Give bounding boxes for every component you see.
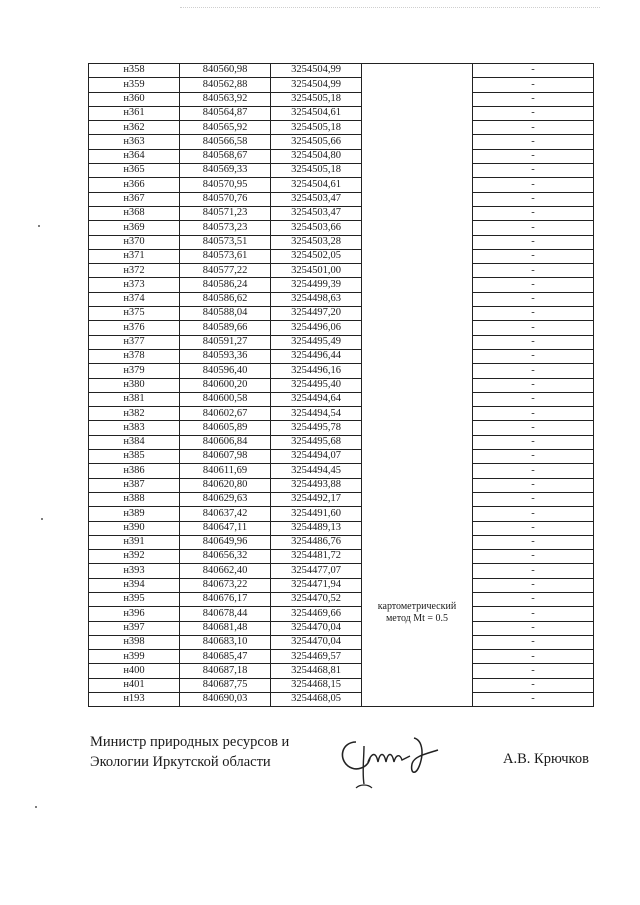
point-id-cell: н400	[89, 664, 180, 678]
table-row	[89, 135, 594, 149]
coord-y-cell: 3254470,52	[271, 592, 362, 606]
coord-x-cell: 840565,92	[180, 121, 271, 135]
coord-x-cell: 840605,89	[180, 421, 271, 435]
table-row	[89, 435, 594, 449]
coord-x-cell: 840683,10	[180, 635, 271, 649]
point-id-cell: н380	[89, 378, 180, 392]
coord-x-cell: 840573,51	[180, 235, 271, 249]
coordinates-table-body	[89, 64, 594, 707]
accuracy-dash-cell: -	[473, 664, 594, 678]
coord-y-cell: 3254504,61	[271, 106, 362, 120]
table-row	[89, 693, 594, 707]
coord-x-cell: 840685,47	[180, 650, 271, 664]
handwritten-signature	[334, 728, 444, 798]
coord-x-cell: 840570,76	[180, 192, 271, 206]
table-row	[89, 478, 594, 492]
point-id-cell: н382	[89, 407, 180, 421]
table-row	[89, 635, 594, 649]
point-id-cell: н397	[89, 621, 180, 635]
table-row	[89, 535, 594, 549]
point-id-cell: н193	[89, 693, 180, 707]
coord-y-cell: 3254501,00	[271, 264, 362, 278]
point-id-cell: н358	[89, 64, 180, 78]
table-row	[89, 349, 594, 363]
scan-speck	[38, 225, 40, 227]
point-id-cell: н362	[89, 121, 180, 135]
table-row	[89, 192, 594, 206]
table-row	[89, 178, 594, 192]
coord-x-cell: 840563,92	[180, 92, 271, 106]
point-id-cell: н361	[89, 106, 180, 120]
coord-x-cell: 840600,20	[180, 378, 271, 392]
table-row	[89, 678, 594, 692]
accuracy-dash-cell: -	[473, 464, 594, 478]
coord-y-cell: 3254504,99	[271, 64, 362, 78]
accuracy-dash-cell: -	[473, 492, 594, 506]
coord-x-cell: 840589,66	[180, 321, 271, 335]
accuracy-dash-cell: -	[473, 621, 594, 635]
coord-x-cell: 840687,18	[180, 664, 271, 678]
accuracy-dash-cell: -	[473, 478, 594, 492]
point-id-cell: н393	[89, 564, 180, 578]
table-row	[89, 421, 594, 435]
accuracy-dash-cell: -	[473, 378, 594, 392]
table-row	[89, 278, 594, 292]
point-id-cell: н371	[89, 249, 180, 263]
accuracy-dash-cell: -	[473, 607, 594, 621]
point-id-cell: н388	[89, 492, 180, 506]
coord-y-cell: 3254502,05	[271, 249, 362, 263]
coord-x-cell: 840566,58	[180, 135, 271, 149]
accuracy-dash-cell: -	[473, 407, 594, 421]
table-row	[89, 64, 594, 78]
coord-y-cell: 3254505,18	[271, 92, 362, 106]
table-row	[89, 121, 594, 135]
table-row	[89, 92, 594, 106]
accuracy-dash-cell: -	[473, 592, 594, 606]
coord-y-cell: 3254503,28	[271, 235, 362, 249]
table-row	[89, 264, 594, 278]
method-label-line2: метод Mt = 0.5	[385, 613, 449, 625]
point-id-cell: н385	[89, 450, 180, 464]
point-id-cell: н376	[89, 321, 180, 335]
coord-x-cell: 840577,22	[180, 264, 271, 278]
table-row	[89, 335, 594, 349]
coord-x-cell: 840637,42	[180, 507, 271, 521]
coord-x-cell: 840649,96	[180, 535, 271, 549]
coord-y-cell: 3254468,81	[271, 664, 362, 678]
coord-y-cell: 3254505,18	[271, 121, 362, 135]
point-id-cell: н395	[89, 592, 180, 606]
accuracy-dash-cell: -	[473, 78, 594, 92]
coord-x-cell: 840656,32	[180, 550, 271, 564]
coord-y-cell: 3254489,13	[271, 521, 362, 535]
coord-x-cell: 840673,22	[180, 578, 271, 592]
coord-x-cell: 840602,67	[180, 407, 271, 421]
coord-x-cell: 840571,23	[180, 206, 271, 220]
coord-y-cell: 3254477,07	[271, 564, 362, 578]
coord-y-cell: 3254503,47	[271, 192, 362, 206]
table-row	[89, 321, 594, 335]
point-id-cell: н390	[89, 521, 180, 535]
coord-y-cell: 3254505,66	[271, 135, 362, 149]
accuracy-dash-cell: -	[473, 335, 594, 349]
point-id-cell: н394	[89, 578, 180, 592]
coord-y-cell: 3254469,66	[271, 607, 362, 621]
coord-x-cell: 840573,61	[180, 249, 271, 263]
point-id-cell: н366	[89, 178, 180, 192]
coord-y-cell: 3254504,99	[271, 78, 362, 92]
table-row	[89, 607, 594, 621]
point-id-cell: н379	[89, 364, 180, 378]
coord-x-cell: 840596,40	[180, 364, 271, 378]
point-id-cell: н363	[89, 135, 180, 149]
coord-y-cell: 3254503,66	[271, 221, 362, 235]
coord-x-cell: 840647,11	[180, 521, 271, 535]
accuracy-dash-cell: -	[473, 349, 594, 363]
accuracy-dash-cell: -	[473, 235, 594, 249]
signatory-name: А.В. Крючков	[503, 751, 589, 767]
point-id-cell: н369	[89, 221, 180, 235]
point-id-cell: н372	[89, 264, 180, 278]
coord-y-cell: 3254492,17	[271, 492, 362, 506]
point-id-cell: н389	[89, 507, 180, 521]
signatory-position-line2: Экологии Иркутской области	[90, 754, 271, 770]
table-row	[89, 592, 594, 606]
scan-speck	[41, 518, 43, 520]
coord-y-cell: 3254468,05	[271, 693, 362, 707]
table-row	[89, 521, 594, 535]
table-row	[89, 235, 594, 249]
coord-y-cell: 3254496,44	[271, 349, 362, 363]
accuracy-dash-cell: -	[473, 635, 594, 649]
accuracy-dash-cell: -	[473, 292, 594, 306]
coord-x-cell: 840687,75	[180, 678, 271, 692]
coord-x-cell: 840678,44	[180, 607, 271, 621]
coord-x-cell: 840620,80	[180, 478, 271, 492]
table-row	[89, 249, 594, 263]
table-row	[89, 550, 594, 564]
accuracy-dash-cell: -	[473, 264, 594, 278]
coord-x-cell: 840564,87	[180, 106, 271, 120]
coord-x-cell: 840588,04	[180, 307, 271, 321]
coord-x-cell: 840560,98	[180, 64, 271, 78]
coord-y-cell: 3254486,76	[271, 535, 362, 549]
accuracy-dash-cell: -	[473, 121, 594, 135]
point-id-cell: н387	[89, 478, 180, 492]
table-row	[89, 564, 594, 578]
point-id-cell: н373	[89, 278, 180, 292]
point-id-cell: н359	[89, 78, 180, 92]
accuracy-dash-cell: -	[473, 364, 594, 378]
accuracy-dash-cell: -	[473, 521, 594, 535]
table-row	[89, 378, 594, 392]
coord-y-cell: 3254494,64	[271, 392, 362, 406]
point-id-cell: н392	[89, 550, 180, 564]
point-id-cell: н360	[89, 92, 180, 106]
accuracy-dash-cell: -	[473, 307, 594, 321]
accuracy-dash-cell: -	[473, 92, 594, 106]
accuracy-dash-cell: -	[473, 564, 594, 578]
coord-y-cell: 3254468,15	[271, 678, 362, 692]
table-row	[89, 450, 594, 464]
table-row	[89, 206, 594, 220]
accuracy-dash-cell: -	[473, 149, 594, 163]
table-row	[89, 464, 594, 478]
scan-artifact-line	[180, 7, 600, 10]
coord-x-cell: 840676,17	[180, 592, 271, 606]
table-row	[89, 392, 594, 406]
accuracy-dash-cell: -	[473, 507, 594, 521]
point-id-cell: н374	[89, 292, 180, 306]
accuracy-dash-cell: -	[473, 106, 594, 120]
coord-x-cell: 840591,27	[180, 335, 271, 349]
table-row	[89, 364, 594, 378]
coord-x-cell: 840606,84	[180, 435, 271, 449]
coord-y-cell: 3254496,06	[271, 321, 362, 335]
accuracy-dash-cell: -	[473, 650, 594, 664]
accuracy-dash-cell: -	[473, 678, 594, 692]
coord-x-cell: 840611,69	[180, 464, 271, 478]
table-row	[89, 292, 594, 306]
scan-speck	[35, 806, 37, 808]
accuracy-dash-cell: -	[473, 135, 594, 149]
accuracy-dash-cell: -	[473, 206, 594, 220]
coord-y-cell: 3254504,61	[271, 178, 362, 192]
coord-y-cell: 3254499,39	[271, 278, 362, 292]
accuracy-dash-cell: -	[473, 392, 594, 406]
accuracy-dash-cell: -	[473, 64, 594, 78]
coord-x-cell: 840690,03	[180, 693, 271, 707]
point-id-cell: н383	[89, 421, 180, 435]
coord-y-cell: 3254494,45	[271, 464, 362, 478]
coord-y-cell: 3254470,04	[271, 621, 362, 635]
point-id-cell: н375	[89, 307, 180, 321]
table-row	[89, 621, 594, 635]
table-row	[89, 221, 594, 235]
accuracy-dash-cell: -	[473, 535, 594, 549]
accuracy-dash-cell: -	[473, 178, 594, 192]
table-row	[89, 164, 594, 178]
accuracy-dash-cell: -	[473, 192, 594, 206]
coord-x-cell: 840568,67	[180, 149, 271, 163]
coord-x-cell: 840593,36	[180, 349, 271, 363]
point-id-cell: н399	[89, 650, 180, 664]
coord-y-cell: 3254495,68	[271, 435, 362, 449]
coord-y-cell: 3254503,47	[271, 206, 362, 220]
accuracy-dash-cell: -	[473, 421, 594, 435]
coord-y-cell: 3254469,57	[271, 650, 362, 664]
table-row	[89, 149, 594, 163]
coord-x-cell: 840570,95	[180, 178, 271, 192]
signatory-position-line1: Министр природных ресурсов и	[90, 734, 290, 750]
accuracy-dash-cell: -	[473, 278, 594, 292]
table-row	[89, 407, 594, 421]
point-id-cell: н401	[89, 678, 180, 692]
point-id-cell: н370	[89, 235, 180, 249]
accuracy-dash-cell: -	[473, 550, 594, 564]
signatory-position	[90, 732, 289, 772]
coord-x-cell: 840629,63	[180, 492, 271, 506]
point-id-cell: н378	[89, 349, 180, 363]
coord-x-cell: 840586,62	[180, 292, 271, 306]
coord-y-cell: 3254497,20	[271, 307, 362, 321]
table-row	[89, 650, 594, 664]
coord-y-cell: 3254494,54	[271, 407, 362, 421]
accuracy-dash-cell: -	[473, 221, 594, 235]
coord-y-cell: 3254494,07	[271, 450, 362, 464]
coord-x-cell: 840586,24	[180, 278, 271, 292]
point-id-cell: н367	[89, 192, 180, 206]
accuracy-dash-cell: -	[473, 435, 594, 449]
point-id-cell: н391	[89, 535, 180, 549]
coord-y-cell: 3254493,88	[271, 478, 362, 492]
coordinates-table	[88, 63, 594, 707]
accuracy-dash-cell: -	[473, 450, 594, 464]
coord-x-cell: 840562,88	[180, 78, 271, 92]
accuracy-dash-cell: -	[473, 164, 594, 178]
table-row	[89, 106, 594, 120]
point-id-cell: н365	[89, 164, 180, 178]
accuracy-dash-cell: -	[473, 578, 594, 592]
point-id-cell: н396	[89, 607, 180, 621]
coord-x-cell: 840600,58	[180, 392, 271, 406]
point-id-cell: н381	[89, 392, 180, 406]
table-row	[89, 578, 594, 592]
point-id-cell: н368	[89, 206, 180, 220]
coord-x-cell: 840681,48	[180, 621, 271, 635]
point-id-cell: н384	[89, 435, 180, 449]
coord-y-cell: 3254470,04	[271, 635, 362, 649]
coord-y-cell: 3254496,16	[271, 364, 362, 378]
table-row	[89, 78, 594, 92]
coord-y-cell: 3254498,63	[271, 292, 362, 306]
coord-y-cell: 3254495,40	[271, 378, 362, 392]
table-row	[89, 307, 594, 321]
coord-y-cell: 3254504,80	[271, 149, 362, 163]
point-id-cell: н377	[89, 335, 180, 349]
coord-x-cell: 840607,98	[180, 450, 271, 464]
method-cell	[362, 64, 473, 707]
point-id-cell: н386	[89, 464, 180, 478]
coord-x-cell: 840569,33	[180, 164, 271, 178]
point-id-cell: н364	[89, 149, 180, 163]
accuracy-dash-cell: -	[473, 693, 594, 707]
accuracy-dash-cell: -	[473, 321, 594, 335]
coord-y-cell: 3254491,60	[271, 507, 362, 521]
coord-y-cell: 3254505,18	[271, 164, 362, 178]
table-row	[89, 664, 594, 678]
accuracy-dash-cell: -	[473, 249, 594, 263]
table-row	[89, 507, 594, 521]
coord-y-cell: 3254481,72	[271, 550, 362, 564]
table-row	[89, 492, 594, 506]
coord-y-cell: 3254495,78	[271, 421, 362, 435]
coord-y-cell: 3254471,94	[271, 578, 362, 592]
method-label-line1: картометрический	[377, 601, 457, 613]
coord-x-cell: 840573,23	[180, 221, 271, 235]
coord-y-cell: 3254495,49	[271, 335, 362, 349]
coord-x-cell: 840662,40	[180, 564, 271, 578]
point-id-cell: н398	[89, 635, 180, 649]
